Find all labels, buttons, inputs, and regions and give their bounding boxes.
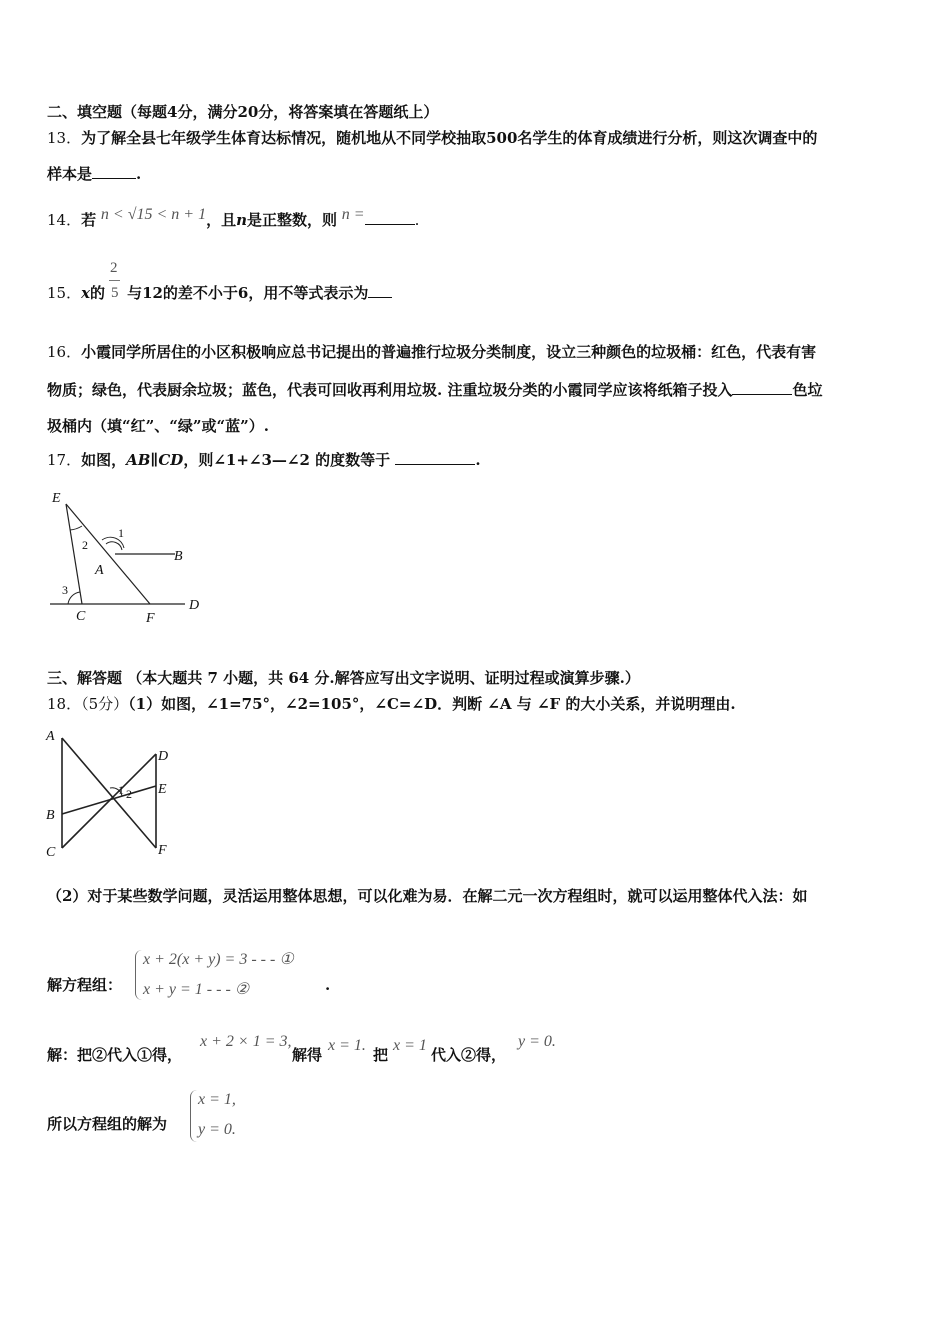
q18-ans-label: 所以方程组的解为 (47, 1115, 168, 1133)
q18-figure (40, 724, 190, 864)
q17-parallel: AB∥CD (126, 451, 184, 469)
q18-line-AF (62, 738, 156, 848)
q18-sol-expr2: x = 1. (328, 1037, 366, 1054)
q18-sol-expr1: x + 2 × 1 = 3, (200, 1033, 292, 1050)
q18-part1-label: （1）如图， (128, 695, 207, 713)
q18-label-D: D (158, 749, 169, 764)
q17-label-B: B (174, 549, 183, 564)
q18-sol-d: 代入②得， (431, 1046, 507, 1064)
q18-system-brace (135, 950, 142, 1000)
q18-sol-a: 解：把②代入①得， (47, 1046, 183, 1064)
q18-label-2: 2 (126, 787, 132, 801)
q18-label-F: F (158, 843, 167, 858)
q18-line-BE (62, 786, 156, 814)
q13-answer-blank[interactable] (92, 164, 136, 179)
q17-angle3-arc (68, 592, 80, 604)
q16-text2: 物质；绿色，代表厨余垃圾；蓝色，代表可回收再利用垃圾. 注重垃圾分类的小霞同学应该将纸箱子投入 (47, 381, 733, 399)
q14-mid1: ，且 (206, 211, 237, 229)
q16-answer-blank[interactable] (732, 380, 792, 395)
q13-number: 13． (47, 129, 82, 147)
q18-eq2: x + y = 1 - - - ② (143, 981, 250, 998)
q18-sol-expr4: y = 0. (518, 1033, 556, 1050)
q18-sol-c: 把 (373, 1046, 389, 1064)
q17-label-1: 1 (118, 526, 124, 540)
q17-label-F: F (146, 611, 155, 626)
section3-heading: 三、解答题 （本大题共 7 小题，共 64 分.解答应写出文字说明、证明过程或演算步骤.） (47, 669, 640, 687)
q17-label-2: 2 (82, 538, 88, 552)
q18-eq1: x + 2(x + y) = 3 - - - ① (143, 951, 294, 968)
q18-ans-brace (190, 1090, 197, 1142)
q18-label-C: C (46, 845, 56, 860)
q17-figure (40, 486, 220, 626)
q14-number: 14． (47, 211, 82, 229)
q16-line1 (47, 342, 816, 362)
q14-n: n (236, 211, 247, 229)
q18-sol-expr3: x = 1 (393, 1037, 427, 1054)
q18-eq-dot: . (325, 976, 331, 994)
q17-line-EC (66, 504, 82, 604)
q17-label-3: 3 (62, 583, 68, 597)
q14-period: . (414, 211, 420, 229)
q17-angle1-arc-inner (106, 542, 122, 550)
q17-number: 17． (47, 451, 82, 469)
q15-x: x (81, 284, 91, 302)
q17-b: ，则∠1+∠3—∠2 的度数等于 (183, 451, 391, 469)
q13-sample-label: 样本是 (47, 165, 93, 183)
q13-text: 为了解全县七年级学生体育达标情况，随机地从不同学校抽取500名学生的体育成绩进行分析，则这次调查中的 (81, 129, 818, 147)
q15-frac-num: 2 (110, 260, 118, 276)
q14-pre: 若 (81, 211, 97, 229)
q15-frac-den: 5 (111, 285, 119, 301)
q13-line2 (47, 164, 141, 184)
q18-solve-label: 解方程组： (47, 976, 123, 994)
q18-line1 (47, 694, 736, 714)
q18-sol-b: 解得 (292, 1046, 323, 1064)
q18-part2: （2）对于某些数学问题，灵活运用整体思想，可以化难为易．在解二元一次方程组时，就可以运用整体代入法：如 (47, 887, 808, 905)
q16-text3: 色垃 (792, 381, 823, 399)
q17-a: 如图， (81, 451, 127, 469)
q17-label-C: C (76, 609, 86, 624)
q18-ans1: x = 1, (198, 1091, 236, 1108)
q18-label-A: A (46, 729, 55, 744)
q18-label-E: E (158, 782, 167, 797)
q18-number: 18． (47, 695, 82, 713)
q15-frac-bar (109, 280, 120, 281)
q17-line (47, 450, 481, 470)
q17-angle2-arc (70, 526, 82, 530)
q16-line3: 圾桶内（填“红”、“绿”或“蓝”）. (47, 417, 269, 435)
q14-line (47, 206, 420, 231)
q16-text1: 小霞同学所居住的小区积极响应总书记提出的普遍推行垃圾分类制度，设立三种颜色的垃圾桶：红色，代表有害 (81, 343, 817, 361)
q15-line (47, 283, 392, 303)
q18-conditions: ∠1=75°，∠2=105°，∠C=∠D．判断 ∠A 与 ∠F 的大小关系，并说明理由. (206, 695, 736, 713)
q15-number: 15． (47, 284, 82, 302)
q18-label-B: B (46, 808, 55, 823)
q17-label-D: D (189, 598, 200, 613)
q16-number: 16． (47, 343, 82, 361)
q17-answer-blank[interactable] (395, 450, 475, 465)
q18-line-CD (62, 754, 156, 848)
q18-label-1: 1 (118, 783, 124, 797)
q18-ans2: y = 0. (198, 1121, 236, 1138)
q13-period: . (136, 165, 142, 183)
q15-text: 与12的差不小于6，用不等式表示为 (127, 284, 369, 302)
q15-answer-blank[interactable] (368, 283, 392, 298)
q17-label-E: E (52, 491, 61, 506)
q14-answer-blank[interactable] (365, 210, 415, 225)
q17-period: . (475, 451, 481, 469)
section2-heading: 二、填空题（每题4分，满分20分，将答案填在答题纸上） (47, 103, 439, 121)
q14-n-equals: n = (341, 206, 365, 223)
q16-line2 (47, 380, 822, 400)
q14-inequality: n < √15 < n + 1 (100, 206, 207, 223)
q15-of: 的 (90, 284, 106, 302)
q14-mid2: 是正整数，则 (246, 211, 337, 229)
q18-score: （5分） (81, 695, 129, 713)
q13-line1 (47, 128, 817, 148)
q17-label-A: A (95, 563, 104, 578)
